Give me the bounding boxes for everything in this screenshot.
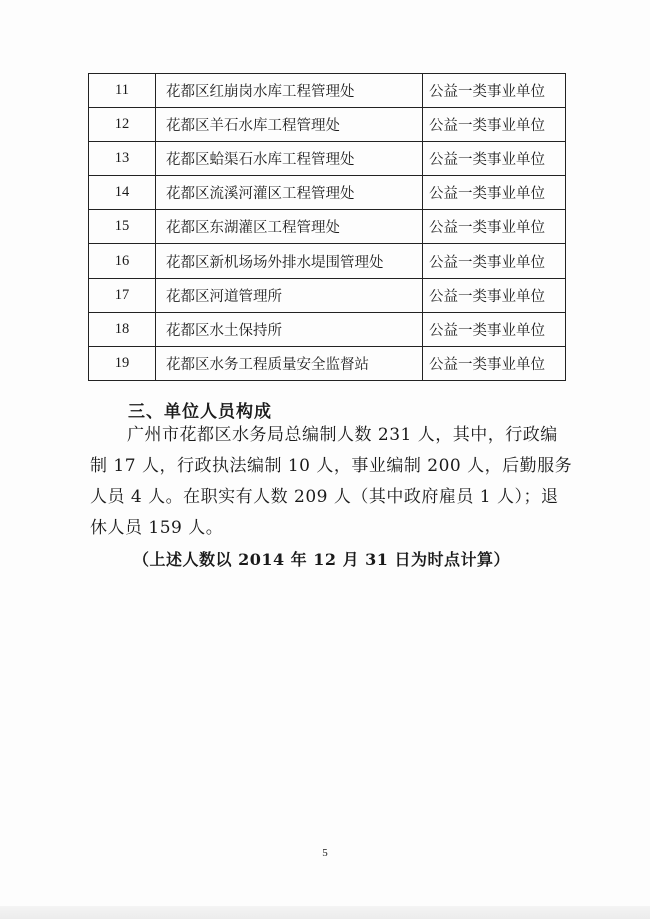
unit-type: 公益一类事业单位 <box>423 244 566 278</box>
unit-name: 花都区河道管理所 <box>156 278 423 312</box>
unit-name: 花都区新机场场外排水堤围管理处 <box>156 244 423 278</box>
row-number: 13 <box>89 142 156 176</box>
scan-bottom-edge <box>0 906 650 919</box>
section-heading: 三、单位人员构成 <box>128 402 272 422</box>
unit-name: 花都区蛤渠石水库工程管理处 <box>156 142 423 176</box>
unit-name: 花都区羊石水库工程管理处 <box>156 108 423 142</box>
units-table <box>88 73 566 381</box>
page-number: 5 <box>322 847 328 859</box>
row-number: 16 <box>89 244 156 278</box>
row-number: 18 <box>89 312 156 346</box>
units-table-body <box>89 74 566 381</box>
unit-name: 花都区水土保持所 <box>156 312 423 346</box>
unit-type: 公益一类事业单位 <box>423 312 566 346</box>
unit-name: 花都区红崩岗水库工程管理处 <box>156 74 423 108</box>
unit-type: 公益一类事业单位 <box>423 346 566 380</box>
row-number: 19 <box>89 346 156 380</box>
date-note: （上述人数以 2014 年 12 月 31 日为时点计算） <box>133 550 510 569</box>
row-number: 15 <box>89 210 156 244</box>
unit-type: 公益一类事业单位 <box>423 176 566 210</box>
table-row <box>89 142 566 176</box>
unit-name: 花都区东湖灌区工程管理处 <box>156 210 423 244</box>
paragraph-line: 休人员 159 人。 <box>90 518 224 538</box>
table-row <box>89 346 566 380</box>
table-row <box>89 176 566 210</box>
paragraph-line: 广州市花都区水务局总编制人数 231 人，其中，行政编 <box>127 425 558 445</box>
table-row <box>89 244 566 278</box>
row-number: 14 <box>89 176 156 210</box>
row-number: 12 <box>89 108 156 142</box>
unit-type: 公益一类事业单位 <box>423 278 566 312</box>
unit-name: 花都区水务工程质量安全监督站 <box>156 346 423 380</box>
paragraph-line: 制 17 人，行政执法编制 10 人，事业编制 200 人，后勤服务 <box>90 456 573 476</box>
row-number: 17 <box>89 278 156 312</box>
table-row <box>89 74 566 108</box>
table-row <box>89 108 566 142</box>
paragraph-line: 人员 4 人。在职实有人数 209 人（其中政府雇员 1 人）；退 <box>90 487 559 507</box>
row-number: 11 <box>89 74 156 108</box>
unit-type: 公益一类事业单位 <box>423 210 566 244</box>
unit-type: 公益一类事业单位 <box>423 142 566 176</box>
unit-name: 花都区流溪河灌区工程管理处 <box>156 176 423 210</box>
table-row <box>89 312 566 346</box>
table-row <box>89 278 566 312</box>
unit-type: 公益一类事业单位 <box>423 108 566 142</box>
table-row <box>89 210 566 244</box>
unit-type: 公益一类事业单位 <box>423 74 566 108</box>
